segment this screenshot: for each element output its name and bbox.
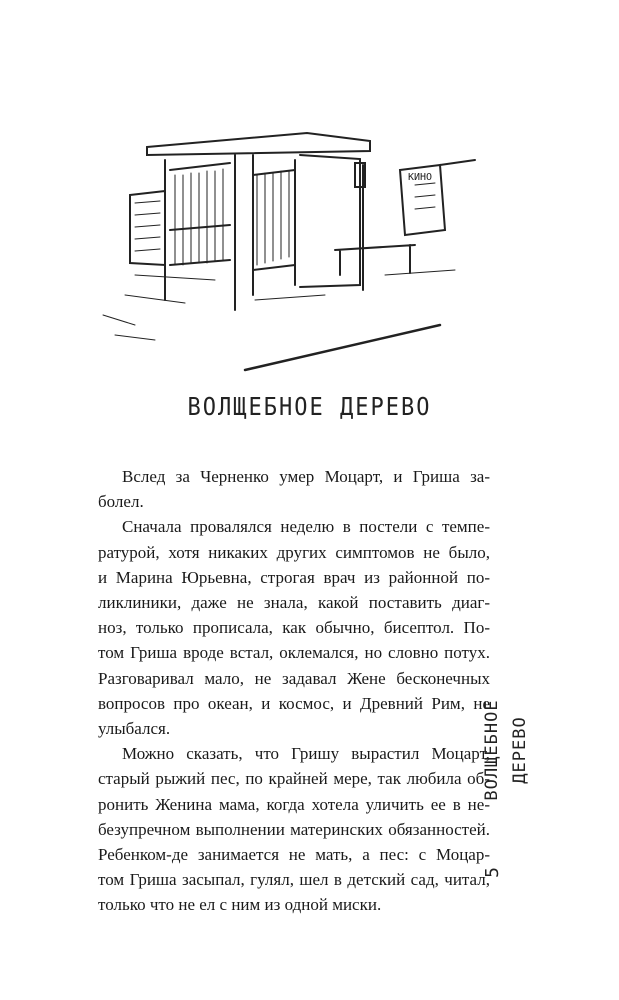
body-text: [98, 464, 490, 918]
text-line: Ребенком-де занимается не мать, а пес: с Моцар-: [98, 845, 490, 865]
text-line: Разговаривал мало, не задавал Жене бесконечных: [98, 668, 490, 688]
text-line: ноз, только прописала, как обычно, бисептол. По-: [98, 618, 490, 638]
text-line: Можно сказать, что Гришу вырастил Моцарт,: [122, 744, 490, 764]
chapter-title: ВОЛЩЕБНОЕ ДЕРЕВО: [187, 393, 432, 422]
text-line: улыбался.: [98, 719, 171, 739]
text-line: Сначала провалялся неделю в постели с темпе-: [122, 517, 490, 537]
text-line: безупречном выполнении материнских обязанностей.: [98, 819, 490, 839]
text-line: болел.: [98, 492, 144, 512]
text-line: том Гриша вроде встал, оклемался, но словно потух.: [98, 643, 490, 663]
text-line: ратурой, хотя никаких других симптомов не было,: [98, 542, 490, 562]
cinema-sign-text: КИНО: [408, 172, 433, 183]
text-line: старый рыжий пес, по крайней мере, так любила об-: [98, 769, 490, 789]
text-line: том Гриша засыпал, гулял, шел в детский сад, читал,: [98, 870, 490, 890]
text-line: ликлиники, даже не знала, какой поставить диаг-: [98, 593, 490, 613]
text-line: Вслед за Черненко умер Моцарт, и Гриша за-: [122, 467, 490, 486]
text-line: и Марина Юрьевна, строгая врач из районной по-: [98, 567, 490, 587]
text-line: вопросов про океан, и космос, и Древний Рим, не: [98, 693, 490, 713]
page-number: 5: [481, 867, 503, 878]
bus-stop-illustration: [95, 125, 480, 375]
text-line: только что не ел с ним из одной миски.: [98, 895, 382, 915]
text-line: ронить Женина мама, когда хотела уличить ее в не-: [98, 794, 490, 814]
running-head: ВОЛЩЕБНОЕ ДЕРЕВО: [482, 699, 530, 801]
